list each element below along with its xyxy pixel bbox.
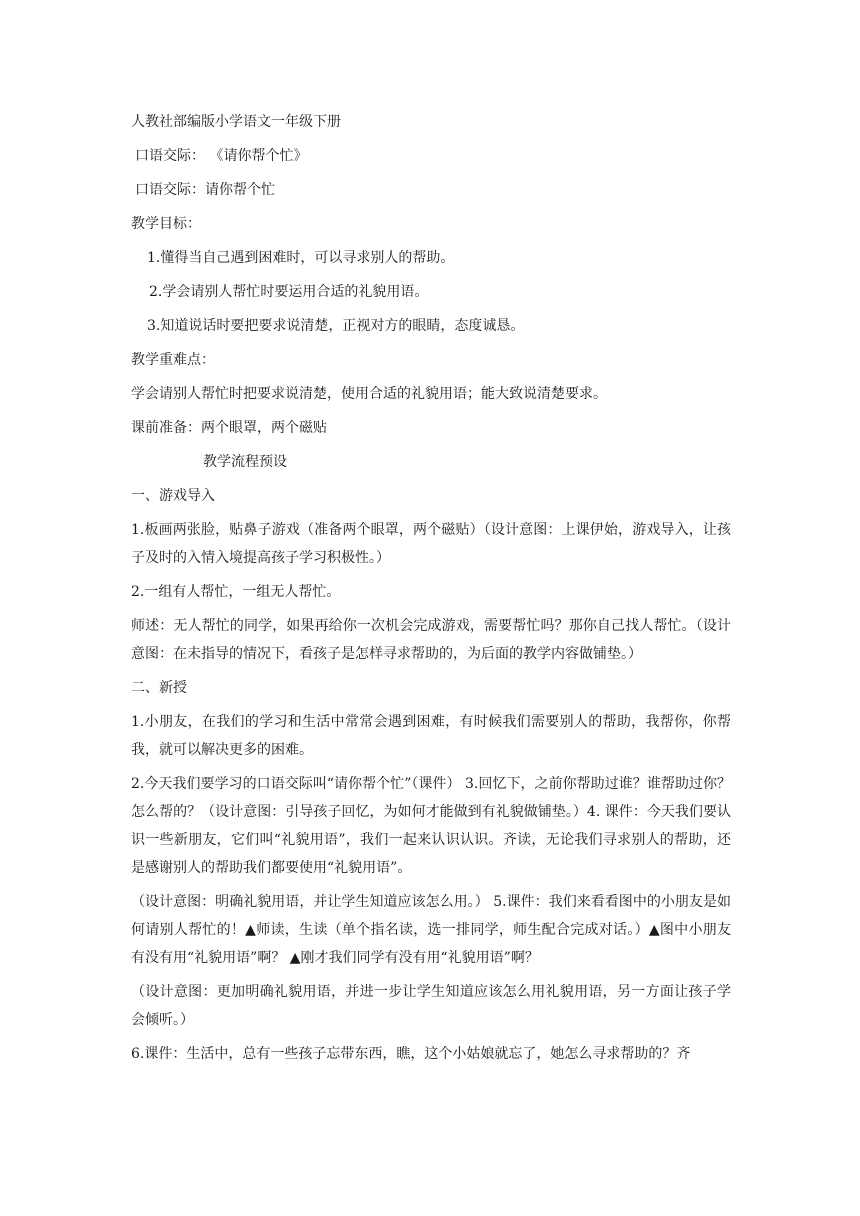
objective-item: 3.知道说话时要把要求说清楚，正视对方的眼睛，态度诚恳。 <box>147 318 525 334</box>
section1-heading: 一、游戏导入 <box>131 488 215 504</box>
objective-item: 2.学会请别人帮忙时要运用合适的礼貌用语。 <box>149 284 429 300</box>
section2-paragraph: 6.课件：生活中，总有一些孩子忘带东西，瞧，这个小姑娘就忘了，她怎么寻求帮助的？齐 <box>131 1046 691 1062</box>
keypoints-heading: 教学重难点： <box>131 352 215 368</box>
section1-paragraph: 2.一组有人帮忙，一组无人帮忙。 <box>131 584 341 600</box>
section2-paragraph: （设计意图：更加明确礼貌用语，并进一步让学生知道应该怎么用礼貌用语，另一方面让孩子学会倾听。） <box>131 984 731 1028</box>
section1-paragraph: 1.板画两张脸，贴鼻子游戏（准备两个眼罩，两个磁贴）（设计意图：上课伊始，游戏导入，让孩子及时的入情入境提高孩子学习积极性。） <box>131 522 731 566</box>
section2-paragraph: （设计意图：明确礼貌用语，并让学生知道应该怎么用。） 5.课件：我们来看看图中的小朋友是如何请别人帮忙的！▲师读，生读（单个指名读，选一排同学，师生配合完成对话。）▲图中小朋友有没有用“礼貌用语”啊？ ▲刚才我们同学有没有用“礼貌用语”啊？ <box>131 894 731 966</box>
lesson-subtitle: 口语交际：请你帮个忙 <box>135 182 275 198</box>
objectives-heading: 教学目标： <box>131 216 201 232</box>
keypoints-text: 学会请别人帮忙时把要求说清楚，使用合适的礼貌用语；能大致说清楚要求。 <box>131 386 607 402</box>
section2-paragraph: 1.小朋友，在我们的学习和生活中常常会遇到困难，有时候我们需要别人的帮助，我帮你，你帮我，就可以解决更多的困难。 <box>131 714 731 758</box>
process-title: 教学流程预设 <box>203 454 287 470</box>
objective-item: 1.懂得当自己遇到困难时，可以寻求别人的帮助。 <box>147 250 455 266</box>
document-body <box>131 108 731 1074</box>
section1-paragraph: 师述：无人帮忙的同学，如果再给你一次机会完成游戏，需要帮忙吗？那你自己找人帮忙。（设计意图：在未指导的情况下，看孩子是怎样寻求帮助的，为后面的教学内容做铺垫。） <box>131 618 731 662</box>
section2-paragraph: 2.今天我们要学习的口语交际叫“请你帮个忙”（课件） 3.回忆下，之前你帮助过谁？谁帮助过你？怎么帮的？（设计意图：引导孩子回忆，为如何才能做到有礼貌做铺垫。）4. 课件：今天我们要认识一些新朋友，它们叫“礼貌用语”，我们一起来认识认识。齐读，无论我们寻求别人的帮助，还是感谢别人的帮助我们都要使用“礼貌用语”。 <box>131 776 731 876</box>
document-header: 人教社部编版小学语文一年级下册 <box>131 114 341 130</box>
preparation-text: 课前准备：两个眼罩，两个磁贴 <box>131 420 327 436</box>
section2-heading: 二、新授 <box>131 680 187 696</box>
lesson-title: 口语交际： 《请你帮个忙》 <box>135 148 308 164</box>
